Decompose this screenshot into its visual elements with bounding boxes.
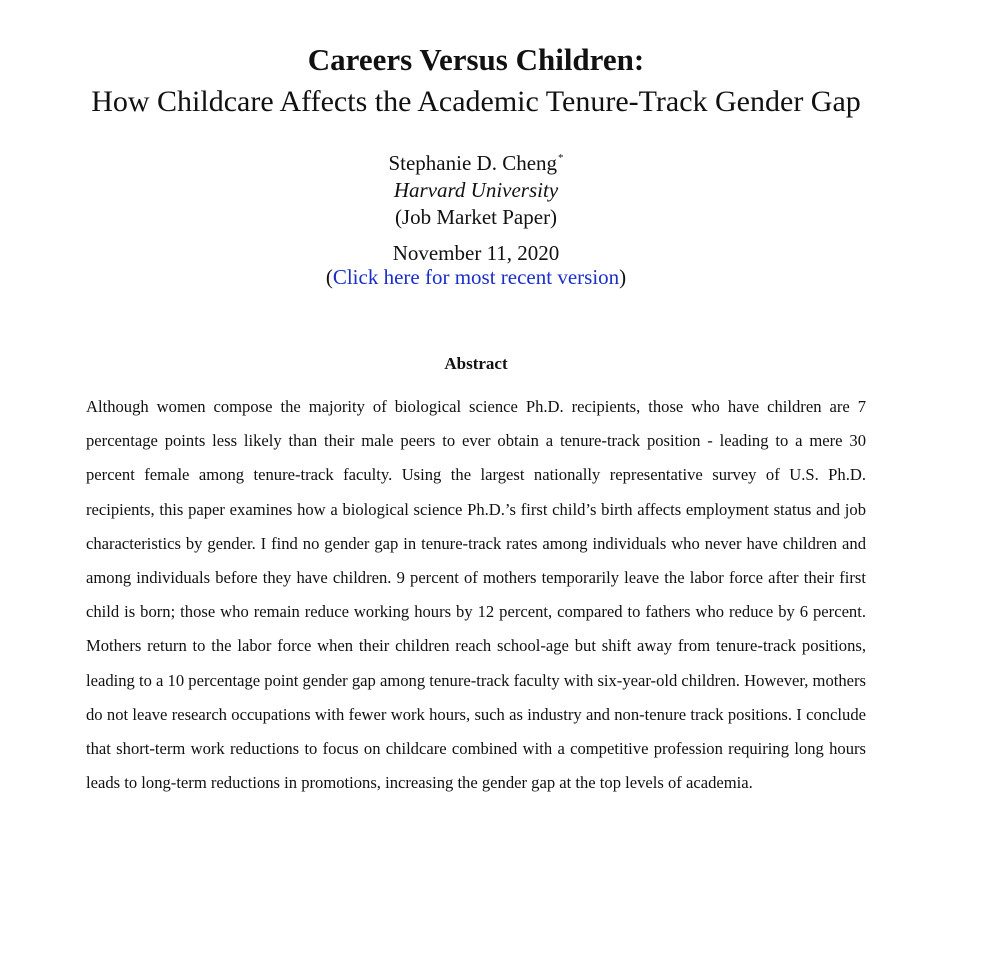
link-close-paren: ) (619, 265, 627, 289)
abstract-body: Although women compose the majority of biological science Ph.D. recipients, those who have children are 7 percentage points less likely than their male peers to ever obtain a tenure-track position - leading to a mere 30 percent female among tenure-track faculty. Using the largest nationally representative survey of U.S. Ph.D. recipients, this paper examines how a biological science Ph.D.’s first child’s birth affects employment status and job characteristics by gender. I find no gender gap in tenure-track rates among individuals who never have children and among individuals before they have children. 9 percent of mothers temporarily leave the labor force after their first child is born; those who remain reduce working hours by 12 percent, compared to fathers who reduce by 6 percent. Mothers return to the labor force when their children reach school-age but shift away from tenure-track positions, leading to a 10 percentage point gender gap among tenure-track faculty with six-year-old children. However, mothers do not leave research occupations with fewer work hours, such as industry and non-tenure track positions. I conclude that short-term work reductions to focus on childcare combined with a competitive profession requiring long hours leads to long-term reductions in promotions, increasing the gender gap at the top levels of academia. (86, 397, 867, 793)
author-line (0, 145, 952, 177)
author-block (0, 145, 952, 231)
link-open-paren: ( (325, 265, 333, 289)
recent-version-line (0, 265, 952, 289)
author-footnote-mark: * (558, 152, 564, 164)
paper-subtitle: How Childcare Affects the Academic Tenure-Track Gender Gap (91, 85, 861, 118)
date-block (0, 241, 952, 289)
recent-version-link[interactable]: Click here for most recent version (332, 265, 620, 289)
author-name: Stephanie D. Cheng (388, 151, 558, 175)
paper-title: Careers Versus Children: (307, 42, 645, 77)
author-affiliation: Harvard University (393, 178, 559, 202)
paper-date: November 11, 2020 (392, 241, 560, 265)
paper-note: (Job Market Paper) (394, 205, 558, 229)
abstract-heading: Abstract (444, 354, 508, 373)
